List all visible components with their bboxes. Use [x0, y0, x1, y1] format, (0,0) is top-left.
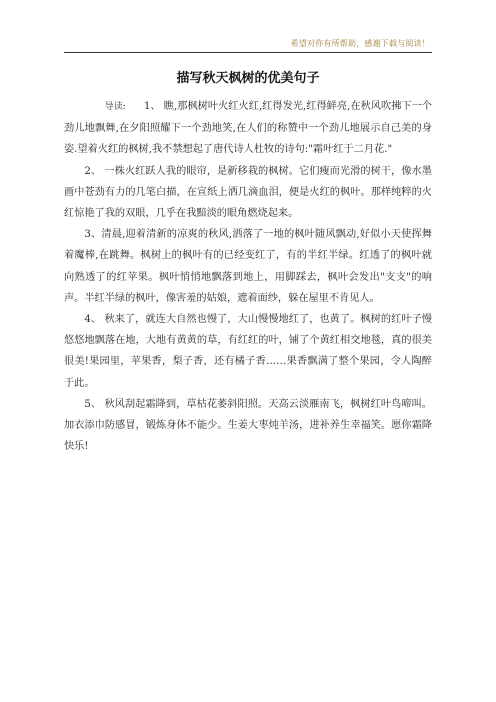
header-note: 希望对你有所帮助，感谢下载与阅读！	[290, 39, 430, 48]
paragraph-2: 2、 一株火红跃人我的眼帘，是新移栽的枫树。它们瘦而光滑的树干，像水墨画中苍劲有力的几笔白描，在宣纸上洒几滴血泪，便是火红的枫叶。那样纯粹的火红惊艳了我的双眼，几乎在我黯淡的眼角燃烧起来。	[64, 165, 432, 220]
document-title: 描写秋天枫树的优美句子	[176, 71, 320, 86]
paragraph-5: 5、 秋风刮起霜降到，草枯花萎斜阳照。天高云淡雁南飞，枫树红叶鸟啼叫。加衣添巾防感冒，锻炼身体不能少。生姜大枣炖羊汤，进补养生幸福笑。愿你霜降快乐!	[64, 398, 432, 453]
header-divider	[64, 52, 432, 53]
paragraph-4: 4、 秋来了，就连大自然也慢了，大山慢慢地红了，也黄了。枫树的红叶子慢悠悠地飘落在地，大地有黄黄的草，有红红的叶，铺了个黄红相交地毯，真的很美很美!果园里，苹果香，梨子香，还有橘子香……果香飘满了整个果园，令人陶醉于此。	[64, 314, 432, 389]
paragraph-1	[64, 96, 432, 161]
paragraph-1-text: 1、 瞧,那枫树叶火红火红,红得发光,红得鲜亮,在秋风吹拂下一个劲儿地飘舞,在夕阳照耀下一个劲地笑,在人们的称赞中一个劲儿地展示自己美的身姿.望着火红的枫树,我不禁想起了唐代诗人杜牧的诗句:"霜叶红于二月花."	[64, 101, 432, 156]
document-body	[64, 96, 432, 457]
guide-label: 导读:	[104, 102, 126, 112]
paragraph-3: 3、清晨,迎着清新的凉爽的秋风,洒落了一地的枫叶随风飘动,好似小天使挥舞着魔棒,在跳舞。枫树上的枫叶有的已经变红了，有的半红半绿。红透了的枫叶就向熟透了的红苹果。枫叶悄悄地飘落到地上，用脚踩去，枫叶会发出"支支"的响声。半红半绿的枫叶，像害羞的姑娘，遮着面纱，躲在屋里不肯见人。	[64, 229, 432, 304]
